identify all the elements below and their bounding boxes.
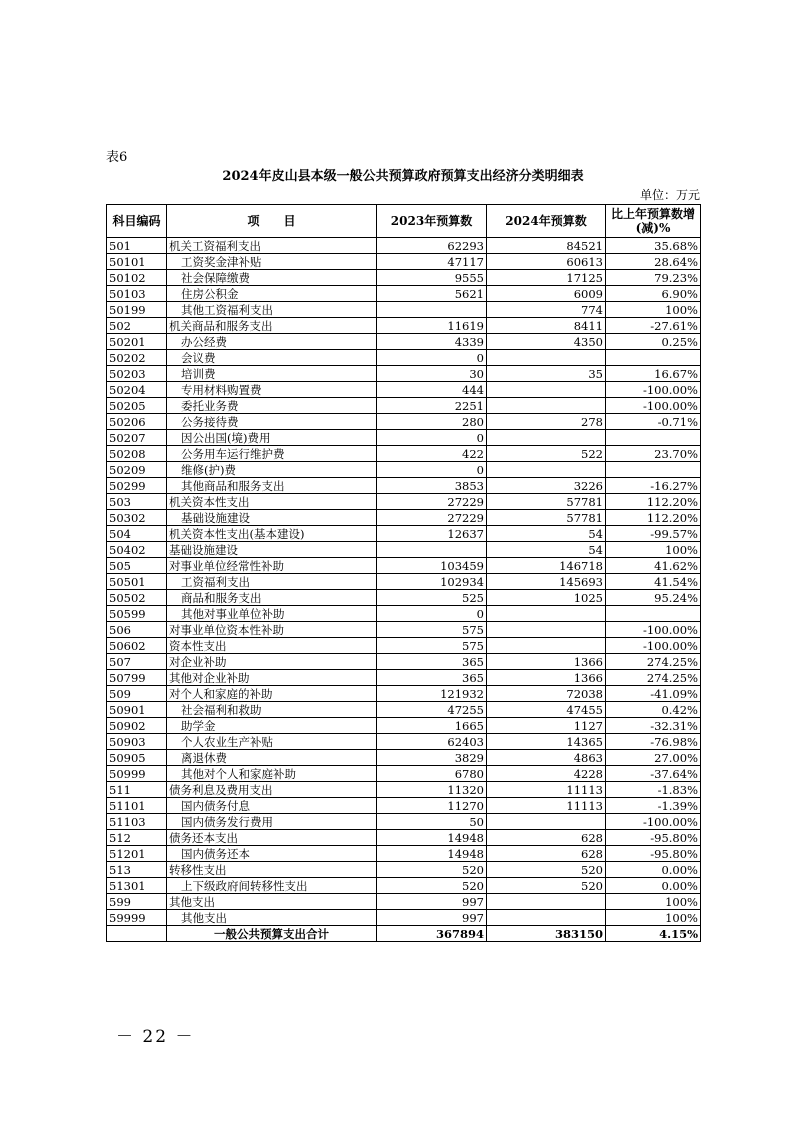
table-cell-2023: 575 — [377, 622, 487, 638]
table-cell-item: 离退休费 — [167, 750, 377, 766]
table-cell-code: 50103 — [107, 286, 167, 302]
table-cell-2024 — [487, 622, 606, 638]
table-row — [107, 446, 701, 462]
table-cell-2024: 8411 — [487, 318, 606, 334]
table-cell-2023: 0 — [377, 430, 487, 446]
table-cell-2023: 47117 — [377, 254, 487, 270]
table-cell-2023: 11270 — [377, 798, 487, 814]
table-cell-change: 0.00% — [606, 878, 701, 894]
table-cell-2024: 84521 — [487, 238, 606, 254]
table-cell-code: 502 — [107, 318, 167, 334]
table-cell-2024: 17125 — [487, 270, 606, 286]
table-cell-2023 — [377, 302, 487, 318]
table-row — [107, 910, 701, 926]
table-row — [107, 750, 701, 766]
total-cell-item: 一般公共预算支出合计 — [167, 926, 377, 942]
unit-label: 单位：万元 — [639, 188, 700, 202]
table-cell-2023: 30 — [377, 366, 487, 382]
table-cell-2024 — [487, 430, 606, 446]
table-cell-2024 — [487, 382, 606, 398]
table-cell-change: -1.39% — [606, 798, 701, 814]
table-cell-code: 506 — [107, 622, 167, 638]
table-cell-2023: 0 — [377, 462, 487, 478]
table-cell-code: 50208 — [107, 446, 167, 462]
table-cell-item: 对事业单位经常性补助 — [167, 558, 377, 574]
table-cell-change: 41.54% — [606, 574, 701, 590]
table-cell-2023: 1665 — [377, 718, 487, 734]
table-cell-2024: 57781 — [487, 494, 606, 510]
table-cell-change: 95.24% — [606, 590, 701, 606]
table-cell-item: 社会保障缴费 — [167, 270, 377, 286]
table-cell-item: 机关资本性支出(基本建设) — [167, 526, 377, 542]
table-cell-2023: 997 — [377, 910, 487, 926]
table-cell-code: 51301 — [107, 878, 167, 894]
table-cell-2024: 522 — [487, 446, 606, 462]
table-cell-item: 因公出国(境)费用 — [167, 430, 377, 446]
table-cell-2024: 54 — [487, 542, 606, 558]
table-cell-code: 50102 — [107, 270, 167, 286]
table-cell-2023: 365 — [377, 670, 487, 686]
table-cell-item: 公务用车运行维护费 — [167, 446, 377, 462]
col-header-2024: 2024年预算数 — [487, 205, 606, 238]
table-cell-item: 转移性支出 — [167, 862, 377, 878]
table-cell-2024: 4228 — [487, 766, 606, 782]
table-cell-change: 16.67% — [606, 366, 701, 382]
table-cell-code: 50402 — [107, 542, 167, 558]
table-row — [107, 350, 701, 366]
table-cell-2023: 280 — [377, 414, 487, 430]
table-cell-2023: 3829 — [377, 750, 487, 766]
table-row — [107, 590, 701, 606]
table-cell-2023: 520 — [377, 878, 487, 894]
table-row — [107, 654, 701, 670]
table-cell-code: 50209 — [107, 462, 167, 478]
table-row — [107, 238, 701, 254]
table-cell-item: 对企业补助 — [167, 654, 377, 670]
table-cell-change: 274.25% — [606, 654, 701, 670]
page-number: － 22 － — [116, 1027, 195, 1047]
table-cell-2023: 520 — [377, 862, 487, 878]
table-row — [107, 286, 701, 302]
table-cell-2023: 575 — [377, 638, 487, 654]
total-cell-code — [107, 926, 167, 942]
table-cell-code: 504 — [107, 526, 167, 542]
table-cell-change: 100% — [606, 894, 701, 910]
table-cell-change: -0.71% — [606, 414, 701, 430]
table-cell-code: 512 — [107, 830, 167, 846]
table-cell-2023: 3853 — [377, 478, 487, 494]
table-cell-2024: 1025 — [487, 590, 606, 606]
table-cell-2024: 11113 — [487, 782, 606, 798]
table-cell-code: 50101 — [107, 254, 167, 270]
table-row — [107, 702, 701, 718]
table-total-row — [107, 926, 701, 942]
table-cell-change: -95.80% — [606, 846, 701, 862]
table-cell-item: 其他支出 — [167, 910, 377, 926]
table-row — [107, 814, 701, 830]
table-cell-item: 会议费 — [167, 350, 377, 366]
table-row — [107, 718, 701, 734]
table-row — [107, 254, 701, 270]
table-cell-item: 资本性支出 — [167, 638, 377, 654]
table-cell-code: 501 — [107, 238, 167, 254]
table-cell-change: -100.00% — [606, 382, 701, 398]
table-cell-2024: 72038 — [487, 686, 606, 702]
table-row — [107, 318, 701, 334]
table-row — [107, 462, 701, 478]
table-cell-2024 — [487, 638, 606, 654]
table-cell-2023 — [377, 542, 487, 558]
table-row — [107, 574, 701, 590]
table-cell-2024 — [487, 814, 606, 830]
table-cell-2023: 14948 — [377, 846, 487, 862]
table-cell-2023: 4339 — [377, 334, 487, 350]
table-cell-2024: 1366 — [487, 670, 606, 686]
table-cell-code: 50901 — [107, 702, 167, 718]
table-cell-change: 27.00% — [606, 750, 701, 766]
table-cell-item: 社会福利和救助 — [167, 702, 377, 718]
table-cell-2024: 520 — [487, 862, 606, 878]
table-cell-item: 上下级政府间转移性支出 — [167, 878, 377, 894]
table-cell-change: -100.00% — [606, 638, 701, 654]
table-row — [107, 894, 701, 910]
table-cell-2024 — [487, 398, 606, 414]
table-row — [107, 334, 701, 350]
table-cell-2023: 9555 — [377, 270, 487, 286]
col-header-change: 比上年预算数增(减)% — [606, 205, 701, 238]
table-cell-2023: 365 — [377, 654, 487, 670]
table-cell-change: 100% — [606, 910, 701, 926]
table-cell-2024: 14365 — [487, 734, 606, 750]
table-cell-2024: 54 — [487, 526, 606, 542]
table-cell-item: 对事业单位资本性补助 — [167, 622, 377, 638]
table-cell-2023: 14948 — [377, 830, 487, 846]
table-cell-item: 债务还本支出 — [167, 830, 377, 846]
table-cell-item: 个人农业生产补贴 — [167, 734, 377, 750]
table-cell-code: 50902 — [107, 718, 167, 734]
table-cell-change: 35.68% — [606, 238, 701, 254]
table-cell-change — [606, 350, 701, 366]
table-cell-code: 50205 — [107, 398, 167, 414]
table-cell-change: 112.20% — [606, 510, 701, 526]
table-body — [107, 238, 701, 942]
table-cell-2023: 5621 — [377, 286, 487, 302]
table-cell-change: -1.83% — [606, 782, 701, 798]
table-cell-code: 51201 — [107, 846, 167, 862]
table-cell-item: 其他商品和服务支出 — [167, 478, 377, 494]
table-cell-2024: 6009 — [487, 286, 606, 302]
table-row — [107, 366, 701, 382]
table-cell-2024: 3226 — [487, 478, 606, 494]
table-cell-code: 505 — [107, 558, 167, 574]
table-cell-change: 41.62% — [606, 558, 701, 574]
table-cell-item: 培训费 — [167, 366, 377, 382]
table-cell-2024: 628 — [487, 846, 606, 862]
table-cell-change: 112.20% — [606, 494, 701, 510]
table-cell-change: 6.90% — [606, 286, 701, 302]
table-cell-2023: 997 — [377, 894, 487, 910]
budget-table — [106, 204, 701, 942]
table-row — [107, 494, 701, 510]
table-cell-change: 0.42% — [606, 702, 701, 718]
table-cell-2024: 60613 — [487, 254, 606, 270]
table-cell-change: -27.61% — [606, 318, 701, 334]
table-row — [107, 862, 701, 878]
table-row — [107, 542, 701, 558]
table-cell-code: 50199 — [107, 302, 167, 318]
table-cell-code: 59999 — [107, 910, 167, 926]
table-row — [107, 734, 701, 750]
table-cell-change: 28.64% — [606, 254, 701, 270]
table-cell-code: 50206 — [107, 414, 167, 430]
table-cell-2024 — [487, 462, 606, 478]
table-row — [107, 302, 701, 318]
table-cell-item: 其他支出 — [167, 894, 377, 910]
table-cell-item: 商品和服务支出 — [167, 590, 377, 606]
table-cell-2023: 62293 — [377, 238, 487, 254]
table-row — [107, 398, 701, 414]
table-cell-change: 274.25% — [606, 670, 701, 686]
table-cell-2023: 102934 — [377, 574, 487, 590]
table-cell-2024: 4350 — [487, 334, 606, 350]
table-row — [107, 766, 701, 782]
table-cell-2024: 4863 — [487, 750, 606, 766]
table-cell-2023: 62403 — [377, 734, 487, 750]
total-cell-change: 4.15% — [606, 926, 701, 942]
table-cell-2024: 35 — [487, 366, 606, 382]
table-cell-item: 其他对个人和家庭补助 — [167, 766, 377, 782]
table-cell-2024 — [487, 894, 606, 910]
table-cell-item: 机关资本性支出 — [167, 494, 377, 510]
table-cell-code: 50905 — [107, 750, 167, 766]
table-cell-change: -100.00% — [606, 398, 701, 414]
table-row — [107, 686, 701, 702]
table-cell-code: 50203 — [107, 366, 167, 382]
table-cell-item: 住房公积金 — [167, 286, 377, 302]
table-cell-item: 国内债务付息 — [167, 798, 377, 814]
table-cell-item: 债务利息及费用支出 — [167, 782, 377, 798]
table-cell-2023: 11619 — [377, 318, 487, 334]
table-cell-2024 — [487, 350, 606, 366]
table-cell-2024 — [487, 910, 606, 926]
table-cell-item: 助学金 — [167, 718, 377, 734]
table-cell-code: 50302 — [107, 510, 167, 526]
table-cell-2023: 27229 — [377, 510, 487, 526]
table-cell-code: 507 — [107, 654, 167, 670]
table-row — [107, 878, 701, 894]
table-cell-item: 办公经费 — [167, 334, 377, 350]
table-cell-2024: 47455 — [487, 702, 606, 718]
table-cell-change: -41.09% — [606, 686, 701, 702]
table-cell-code: 50202 — [107, 350, 167, 366]
table-cell-code: 509 — [107, 686, 167, 702]
table-cell-item: 委托业务费 — [167, 398, 377, 414]
table-cell-2023: 525 — [377, 590, 487, 606]
table-cell-item: 机关工资福利支出 — [167, 238, 377, 254]
table-cell-code: 50204 — [107, 382, 167, 398]
table-row — [107, 414, 701, 430]
table-cell-2023: 103459 — [377, 558, 487, 574]
table-cell-2024: 57781 — [487, 510, 606, 526]
table-cell-item: 机关商品和服务支出 — [167, 318, 377, 334]
col-header-2023: 2023年预算数 — [377, 205, 487, 238]
table-cell-code: 50903 — [107, 734, 167, 750]
table-cell-2023: 422 — [377, 446, 487, 462]
table-cell-change: -76.98% — [606, 734, 701, 750]
table-cell-code: 50602 — [107, 638, 167, 654]
table-cell-code: 50201 — [107, 334, 167, 350]
table-cell-change: -95.80% — [606, 830, 701, 846]
table-cell-change: 0.00% — [606, 862, 701, 878]
table-row — [107, 510, 701, 526]
table-cell-item: 工资福利支出 — [167, 574, 377, 590]
table-row — [107, 798, 701, 814]
table-cell-change: -32.31% — [606, 718, 701, 734]
table-cell-change: 0.25% — [606, 334, 701, 350]
table-cell-item: 其他对企业补助 — [167, 670, 377, 686]
table-cell-change: 23.70% — [606, 446, 701, 462]
table-cell-item: 对个人和家庭的补助 — [167, 686, 377, 702]
table-cell-2023: 0 — [377, 606, 487, 622]
col-header-item: 项 目 — [167, 205, 377, 238]
table-row — [107, 830, 701, 846]
table-cell-change: -37.64% — [606, 766, 701, 782]
table-row — [107, 606, 701, 622]
total-cell-2023: 367894 — [377, 926, 487, 942]
table-cell-item: 其他对事业单位补助 — [167, 606, 377, 622]
table-row — [107, 270, 701, 286]
table-cell-change: 100% — [606, 302, 701, 318]
table-cell-code: 503 — [107, 494, 167, 510]
table-cell-change: -100.00% — [606, 814, 701, 830]
table-cell-2024: 1127 — [487, 718, 606, 734]
table-cell-change: -99.57% — [606, 526, 701, 542]
table-cell-item: 国内债务还本 — [167, 846, 377, 862]
table-row — [107, 670, 701, 686]
page-title: 2024年皮山县本级一般公共预算政府预算支出经济分类明细表 — [222, 169, 584, 184]
table-cell-item: 国内债务发行费用 — [167, 814, 377, 830]
table-cell-2023: 6780 — [377, 766, 487, 782]
table-cell-2023: 11320 — [377, 782, 487, 798]
table-cell-change — [606, 606, 701, 622]
table-cell-item: 基础设施建设 — [167, 542, 377, 558]
table-row — [107, 526, 701, 542]
table-row — [107, 622, 701, 638]
table-cell-2024: 1366 — [487, 654, 606, 670]
table-cell-change: 79.23% — [606, 270, 701, 286]
table-cell-2024: 628 — [487, 830, 606, 846]
table-cell-2024: 774 — [487, 302, 606, 318]
table-cell-2024: 145693 — [487, 574, 606, 590]
table-cell-code: 50207 — [107, 430, 167, 446]
table-cell-item: 基础设施建设 — [167, 510, 377, 526]
table-cell-2023: 121932 — [377, 686, 487, 702]
table-cell-code: 513 — [107, 862, 167, 878]
table-row — [107, 846, 701, 862]
table-cell-2023: 12637 — [377, 526, 487, 542]
col-header-code: 科目编码 — [107, 205, 167, 238]
table-cell-item: 专用材料购置费 — [167, 382, 377, 398]
table-label: 表6 — [106, 150, 128, 165]
table-row — [107, 382, 701, 398]
table-cell-2023: 47255 — [377, 702, 487, 718]
table-row — [107, 638, 701, 654]
table-cell-2023: 50 — [377, 814, 487, 830]
total-cell-2024: 383150 — [487, 926, 606, 942]
table-cell-2023: 2251 — [377, 398, 487, 414]
table-cell-2024: 520 — [487, 878, 606, 894]
table-cell-change: -16.27% — [606, 478, 701, 494]
table-row — [107, 558, 701, 574]
table-cell-code: 511 — [107, 782, 167, 798]
table-cell-code: 50799 — [107, 670, 167, 686]
table-cell-item: 工资奖金津补贴 — [167, 254, 377, 270]
table-cell-code: 51103 — [107, 814, 167, 830]
table-row — [107, 478, 701, 494]
table-cell-code: 50599 — [107, 606, 167, 622]
table-row — [107, 782, 701, 798]
table-header-row — [107, 205, 701, 238]
table-cell-2023: 0 — [377, 350, 487, 366]
table-cell-change — [606, 462, 701, 478]
table-cell-code: 51101 — [107, 798, 167, 814]
table-cell-2024: 146718 — [487, 558, 606, 574]
table-cell-code: 50999 — [107, 766, 167, 782]
table-cell-code: 50501 — [107, 574, 167, 590]
table-cell-item: 公务接待费 — [167, 414, 377, 430]
table-cell-item: 其他工资福利支出 — [167, 302, 377, 318]
table-cell-code: 599 — [107, 894, 167, 910]
table-row — [107, 430, 701, 446]
table-cell-code: 50299 — [107, 478, 167, 494]
table-cell-change: -100.00% — [606, 622, 701, 638]
table-cell-2024: 278 — [487, 414, 606, 430]
table-cell-change: 100% — [606, 542, 701, 558]
table-cell-2023: 444 — [377, 382, 487, 398]
table-cell-2024: 11113 — [487, 798, 606, 814]
table-cell-2023: 27229 — [377, 494, 487, 510]
table-cell-item: 维修(护)费 — [167, 462, 377, 478]
table-cell-2024 — [487, 606, 606, 622]
table-cell-change — [606, 430, 701, 446]
table-cell-code: 50502 — [107, 590, 167, 606]
